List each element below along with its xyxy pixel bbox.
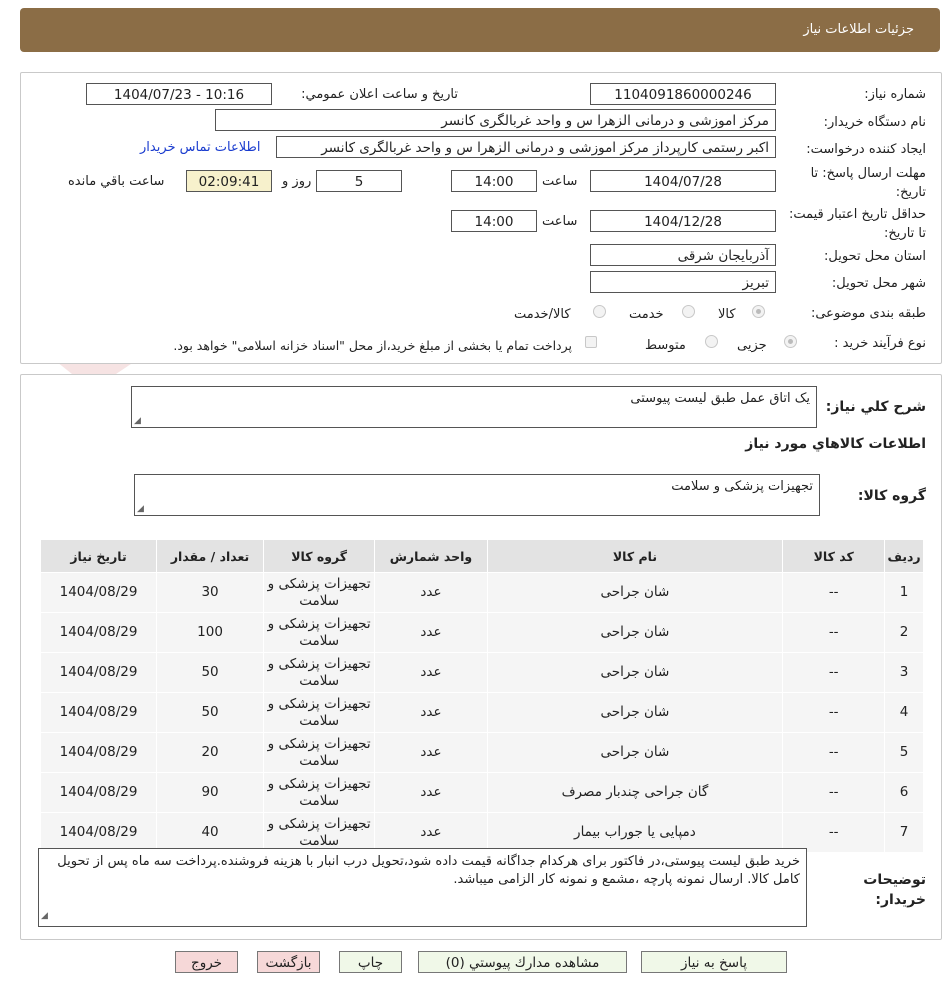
- col-code-header: کد کالا: [783, 540, 885, 573]
- process-label: نوع فرآیند خرید :: [834, 336, 926, 351]
- buyer-org-label: نام دستگاه خریدار:: [823, 115, 926, 130]
- buyer-contact-link[interactable]: اطلاعات تماس خریدار: [140, 140, 261, 155]
- print-button[interactable]: چاپ: [339, 951, 402, 973]
- item-unit: عدد: [375, 693, 487, 733]
- group-text: تجهیزات پزشکی و سلامت: [671, 479, 813, 494]
- announce-label: تاریخ و ساعت اعلان عمومي:: [301, 87, 458, 102]
- col-qty-header: تعداد / مقدار: [157, 540, 264, 573]
- item-name: گان جراحی چندبار مصرف: [487, 773, 783, 813]
- items-table-header: [41, 540, 924, 573]
- item-name: شان جراحی: [487, 693, 783, 733]
- treasury-checkbox[interactable]: [585, 336, 597, 348]
- table-row: [41, 653, 924, 693]
- process-minor-label: جزیی: [737, 338, 767, 353]
- requester-label: ایجاد کننده درخواست:: [806, 142, 926, 157]
- page-title: جزئیات اطلاعات نیاز: [803, 22, 914, 37]
- need-number-label: شماره نیاز:: [864, 87, 926, 102]
- item-code: --: [783, 813, 885, 853]
- item-unit: عدد: [375, 573, 487, 613]
- item-qty: 50: [157, 653, 264, 693]
- deadline-label: مهلت ارسال پاسخ: تا تاریخ:: [810, 166, 926, 200]
- remaining-label: ساعت باقي مانده: [68, 174, 165, 189]
- category-label: طبقه بندی موضوعی:: [810, 306, 926, 321]
- days-label: روز و: [282, 174, 312, 189]
- process-medium-label: متوسط: [645, 338, 686, 353]
- item-name: شان جراحی: [487, 653, 783, 693]
- item-unit: عدد: [375, 773, 487, 813]
- item-code: --: [783, 613, 885, 653]
- item-qty: 20: [157, 733, 264, 773]
- group-label: گروه کالا:: [857, 488, 926, 504]
- item-group: تجهیزات پزشکی و سلامت: [264, 693, 375, 733]
- exit-button[interactable]: خروج: [175, 951, 238, 973]
- item-name: شان جراحی: [487, 573, 783, 613]
- col-unit-header: واحد شمارش: [375, 540, 487, 573]
- need-number-field: 1104091860000246: [590, 83, 776, 105]
- resize-grip-icon[interactable]: ◢: [41, 911, 48, 921]
- category-goods-label: کالا: [718, 307, 736, 322]
- row-number: 5: [885, 733, 924, 773]
- buyer-notes-text: خرید طبق لیست پیوستی،در فاکتور برای هرکدام جداگانه قیمت داده شود،تحویل درب انبار با هزینه فروشنده.پرداخت سه ماه پس از تحویل کامل کالا. ارسال نمونه پارچه ،مشمع و نمونه کار الزامی میباشد.: [57, 854, 800, 887]
- buyer-notes-label: توضیحات خریدار:: [863, 872, 926, 908]
- city-label: شهر محل تحویل:: [831, 276, 926, 291]
- item-qty: 100: [157, 613, 264, 653]
- row-number: 1: [885, 573, 924, 613]
- table-row: [41, 733, 924, 773]
- col-row-header: رديف: [885, 540, 924, 573]
- table-row: [41, 693, 924, 733]
- item-date: 1404/08/29: [41, 733, 157, 773]
- province-label: استان محل تحویل:: [824, 249, 926, 264]
- days-field: 5: [316, 170, 402, 192]
- table-row: [41, 573, 924, 613]
- category-goods-service-radio[interactable]: [593, 305, 606, 318]
- item-qty: 40: [157, 813, 264, 853]
- item-code: --: [783, 693, 885, 733]
- col-date-header: تاريخ نياز: [41, 540, 157, 573]
- items-table: [40, 539, 924, 853]
- item-date: 1404/08/29: [41, 573, 157, 613]
- item-unit: عدد: [375, 813, 487, 853]
- item-qty: 30: [157, 573, 264, 613]
- page-header: [20, 8, 940, 52]
- validity-time-field: 14:00: [451, 210, 537, 232]
- resize-grip-icon[interactable]: ◢: [137, 504, 144, 514]
- summary-text: یک اتاق عمل طبق لیست پیوستی: [630, 391, 810, 406]
- item-name: شان جراحی: [487, 613, 783, 653]
- item-group: تجهیزات پزشکی و سلامت: [264, 813, 375, 853]
- buyer-org-field: مرکز اموزشی و درمانی الزهرا س و واحد غربالگری کانسر: [215, 109, 776, 131]
- deadline-time-field: 14:00: [451, 170, 537, 192]
- row-number: 4: [885, 693, 924, 733]
- reply-button[interactable]: پاسخ به نیاز: [641, 951, 787, 973]
- item-group: تجهیزات پزشکی و سلامت: [264, 653, 375, 693]
- item-date: 1404/08/29: [41, 613, 157, 653]
- group-textarea: [134, 474, 820, 516]
- row-number: 2: [885, 613, 924, 653]
- back-button[interactable]: بازگشت: [257, 951, 320, 973]
- item-group: تجهیزات پزشکی و سلامت: [264, 573, 375, 613]
- item-qty: 90: [157, 773, 264, 813]
- treasury-note: پرداخت تمام یا بخشی از مبلغ خرید،از محل "اسناد خزانه اسلامی" خواهد بود.: [173, 338, 572, 353]
- buyer-notes-textarea: [38, 848, 807, 927]
- item-date: 1404/08/29: [41, 813, 157, 853]
- col-group-header: گروه کالا: [264, 540, 375, 573]
- table-row: [41, 613, 924, 653]
- resize-grip-icon[interactable]: ◢: [134, 416, 141, 426]
- announce-field: 1404/07/23 - 10:16: [86, 83, 272, 105]
- item-name: دمپایی یا جوراب بیمار: [487, 813, 783, 853]
- col-name-header: نام کالا: [487, 540, 783, 573]
- process-medium-radio[interactable]: [705, 335, 718, 348]
- item-date: 1404/08/29: [41, 773, 157, 813]
- validity-date-field: 1404/12/28: [590, 210, 776, 232]
- item-group: تجهیزات پزشکی و سلامت: [264, 773, 375, 813]
- row-number: 6: [885, 773, 924, 813]
- requester-field: اکبر رستمی کارپرداز مرکز اموزشی و درمانی الزهرا س و واحد غربالگری کانسر: [276, 136, 776, 158]
- row-number: 3: [885, 653, 924, 693]
- item-group: تجهیزات پزشکی و سلامت: [264, 613, 375, 653]
- goods-section-title: اطلاعات کالاهاي مورد نياز: [745, 436, 926, 452]
- summary-textarea: [131, 386, 817, 428]
- item-name: شان جراحی: [487, 733, 783, 773]
- table-row: [41, 773, 924, 813]
- item-qty: 50: [157, 693, 264, 733]
- deadline-time-label: ساعت: [542, 174, 578, 189]
- attachments-button[interactable]: مشاهده مدارك پيوستي (0): [418, 951, 627, 973]
- validity-time-label: ساعت: [542, 214, 578, 229]
- item-code: --: [783, 573, 885, 613]
- table-row: [41, 813, 924, 853]
- validity-label: حداقل تاریخ اعتبار قیمت: تا تاریخ:: [788, 207, 926, 241]
- item-unit: عدد: [375, 733, 487, 773]
- province-field: آذربایجان شرقی: [590, 244, 776, 266]
- category-goods-service-label: کالا/خدمت: [514, 307, 571, 322]
- item-unit: عدد: [375, 653, 487, 693]
- deadline-date-field: 1404/07/28: [590, 170, 776, 192]
- category-service-label: خدمت: [629, 307, 664, 322]
- summary-label: شرح کلي نياز:: [825, 399, 926, 415]
- item-date: 1404/08/29: [41, 653, 157, 693]
- city-field: تبریز: [590, 271, 776, 293]
- remaining-time-field: 02:09:41: [186, 170, 272, 192]
- category-goods-radio[interactable]: [752, 305, 765, 318]
- item-date: 1404/08/29: [41, 693, 157, 733]
- category-service-radio[interactable]: [682, 305, 695, 318]
- item-unit: عدد: [375, 613, 487, 653]
- process-minor-radio[interactable]: [784, 335, 797, 348]
- item-code: --: [783, 653, 885, 693]
- row-number: 7: [885, 813, 924, 853]
- item-code: --: [783, 733, 885, 773]
- item-code: --: [783, 773, 885, 813]
- item-group: تجهیزات پزشکی و سلامت: [264, 733, 375, 773]
